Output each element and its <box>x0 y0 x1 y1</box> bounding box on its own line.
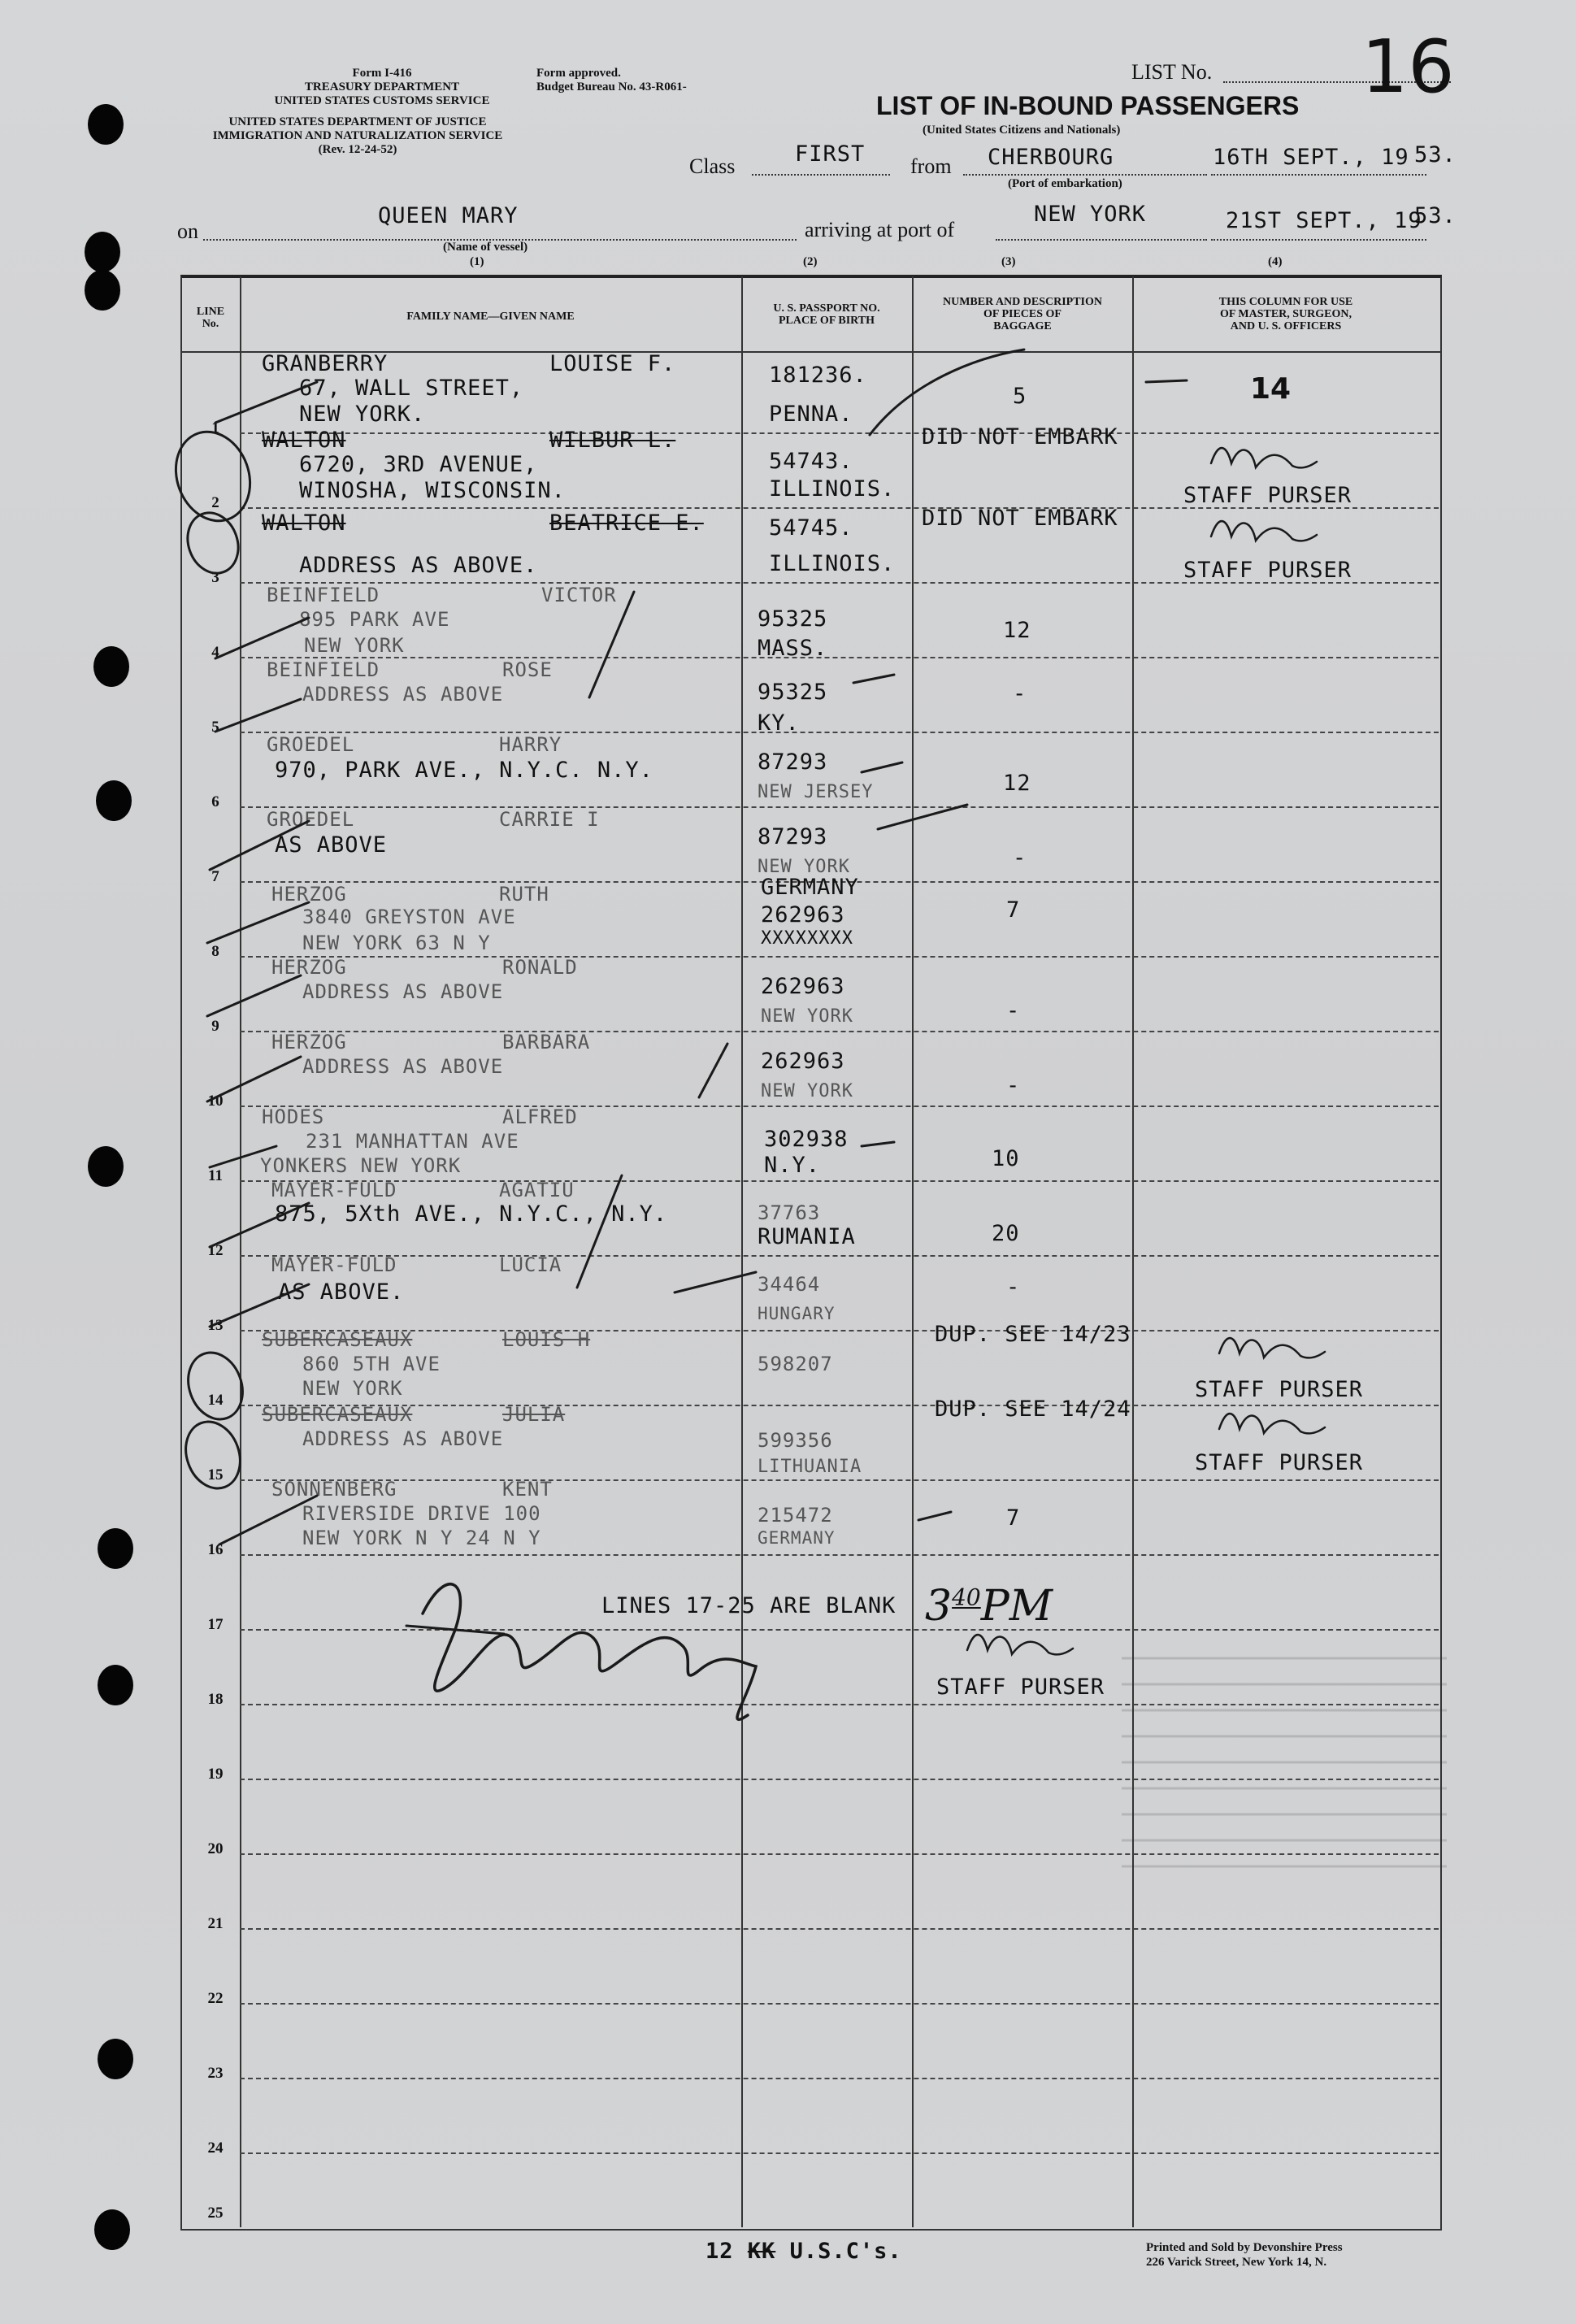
tick-mark <box>215 699 301 732</box>
place-of-birth: LITHUANIA <box>758 1457 862 1477</box>
passport-number: 87293 <box>758 749 828 775</box>
col-baggage-l1: NUMBER AND DESCRIPTION <box>942 296 1103 308</box>
vessel-name: QUEEN MARY <box>378 203 519 228</box>
form-number: Form I-416 <box>352 67 412 80</box>
family-name: MAYER-FULD <box>271 1179 397 1201</box>
col-num-1: (1) <box>470 255 484 268</box>
family-name: HODES <box>262 1106 325 1128</box>
uscs-label: U.S.C's. <box>789 2239 902 2264</box>
officer-note: STAFF PURSER <box>1183 483 1352 508</box>
given-name: JULIA <box>502 1403 566 1426</box>
passport-number: 599356 <box>758 1429 833 1452</box>
passport-number: 34464 <box>758 1273 821 1296</box>
line-number: 1 <box>211 419 219 437</box>
col-baggage-l3: BAGGAGE <box>993 320 1052 332</box>
passport-number: 215472 <box>758 1504 833 1527</box>
place-of-birth: NEW JERSEY <box>758 782 874 802</box>
given-name: VICTOR <box>541 584 617 606</box>
baggage-note: DUP. SEE 14/24 <box>935 1397 1131 1422</box>
family-name: SUBERCASEAUX <box>262 1403 413 1426</box>
arriving-label: arriving at port of <box>805 218 955 241</box>
passport-number: 262963 <box>761 902 845 927</box>
col-name: FAMILY NAME—GIVEN NAME <box>406 311 575 323</box>
place-of-birth: NEW YORK <box>761 1081 853 1101</box>
line-number: 9 <box>211 1018 219 1035</box>
printer-line: 226 Varick Street, New York 14, N. <box>1146 2256 1327 2269</box>
class-value: FIRST <box>795 141 866 167</box>
address-line: NEW YORK 63 N Y <box>302 932 491 954</box>
page-title: LIST OF IN-BOUND PASSENGERS <box>876 91 1300 120</box>
col-num-4: (4) <box>1268 255 1283 268</box>
signature <box>1211 448 1317 467</box>
place-of-birth: KY. <box>758 710 800 736</box>
passport-number: 37763 <box>758 1201 821 1224</box>
place-of-birth: N.Y. <box>764 1153 821 1178</box>
class-label: Class <box>689 154 736 178</box>
baggage-count: 5 <box>1013 384 1027 409</box>
tick-mark <box>210 1203 309 1247</box>
col-num-2: (2) <box>803 255 818 268</box>
baggage-count: 12 <box>1003 771 1031 796</box>
passport-number: 302938 <box>764 1127 849 1152</box>
address-line: NEW YORK N Y 24 N Y <box>302 1527 541 1549</box>
circle-mark <box>164 421 263 531</box>
given-name: CARRIE I <box>499 808 600 831</box>
address-line: RIVERSIDE DRIVE 100 <box>302 1502 541 1525</box>
passport-number: 95325 <box>758 606 828 632</box>
page-subtitle: (United States Citizens and Nationals) <box>923 124 1121 137</box>
revision: (Rev. 12-24-52) <box>318 143 397 156</box>
officer-note: STAFF PURSER <box>1195 1377 1364 1402</box>
col-officers-l2: OF MASTER, SURGEON, <box>1219 308 1352 320</box>
arrival-year: 53. <box>1414 203 1457 228</box>
address-line: ADDRESS AS ABOVE <box>302 980 504 1003</box>
address-line: YONKERS NEW YORK <box>260 1154 462 1177</box>
given-name: LOUISE F. <box>549 351 676 376</box>
tick-mark <box>1146 380 1187 382</box>
address-line: AS ABOVE. <box>278 1279 405 1305</box>
family-name: GRANBERRY <box>262 351 389 376</box>
address-line: 895 PARK AVE <box>299 608 450 631</box>
signature <box>967 1635 1073 1654</box>
place-of-birth: ILLINOIS. <box>769 476 896 502</box>
place-of-birth: PENNA. <box>769 402 853 427</box>
address-line: 875, 5Xth AVE., N.Y.C., N.Y. <box>275 1201 668 1227</box>
line-number: 25 <box>207 2205 224 2222</box>
place-of-birth: RUMANIA <box>758 1224 856 1249</box>
line-number: 10 <box>207 1092 224 1110</box>
time-minutes: 40 <box>952 1583 981 1611</box>
given-name: RONALD <box>502 956 578 979</box>
col-officers-l1: THIS COLUMN FOR USE <box>1218 296 1353 308</box>
signature <box>1211 521 1317 541</box>
given-name: HARRY <box>499 733 562 756</box>
tick-mark <box>918 1512 951 1520</box>
tick-mark <box>878 805 967 829</box>
embark-year: 53. <box>1414 142 1457 167</box>
address-line: ADDRESS AS ABOVE <box>302 683 504 706</box>
col-num-3: (3) <box>1001 255 1016 268</box>
given-name: WILBUR L. <box>549 428 676 453</box>
printer-line: Printed and Sold by Devonshire Press <box>1146 2241 1343 2254</box>
tick-mark <box>207 902 309 943</box>
tick-mark <box>862 762 902 772</box>
baggage-count: - <box>1013 681 1027 706</box>
line-number: 23 <box>207 2065 224 2082</box>
tick-mark <box>870 350 1024 435</box>
address-line: 860 5TH AVE <box>302 1353 441 1375</box>
given-name: AGATIU <box>499 1179 575 1201</box>
passport-number: 54745. <box>769 515 853 541</box>
baggage-count: 7 <box>1006 897 1021 923</box>
address-line: NEW YORK <box>304 634 405 657</box>
address-line: 231 MANHATTAN AVE <box>306 1130 519 1153</box>
line-number: 20 <box>207 1840 224 1857</box>
officer-note: STAFF PURSER <box>1183 558 1352 583</box>
uscs-struck: KK <box>747 2239 776 2264</box>
family-name: MAYER-FULD <box>271 1253 397 1276</box>
passport-number: 598207 <box>758 1353 833 1375</box>
line-number: 11 <box>208 1167 223 1184</box>
family-name: WALTON <box>262 510 346 536</box>
family-name: HERZOG <box>271 1031 347 1053</box>
col-birth-label: PLACE OF BIRTH <box>778 315 875 327</box>
col-line-label: LINE <box>196 306 225 318</box>
family-name: GROEDEL <box>267 733 355 756</box>
department: TREASURY DEPARTMENT <box>304 80 460 93</box>
passport-number: 54743. <box>769 449 853 474</box>
family-name: SUBERCASEAUX <box>262 1328 413 1351</box>
arrival-port: NEW YORK <box>1034 202 1147 227</box>
family-name: HERZOG <box>271 956 347 979</box>
line-number: 5 <box>211 719 219 736</box>
address-line: 67, WALL STREET, <box>299 376 524 401</box>
address-line: NEW YORK. <box>299 402 426 427</box>
col-officers-l3: AND U. S. OFFICERS <box>1230 320 1342 332</box>
place-of-birth: GERMANY <box>758 1528 836 1548</box>
address-line: 970, PARK AVE., N.Y.C. N.Y. <box>275 758 653 783</box>
vessel-caption: (Name of vessel) <box>443 241 528 254</box>
baggage-count: - <box>1006 1073 1021 1098</box>
baggage-count: 20 <box>992 1221 1020 1246</box>
tick-mark <box>853 675 894 683</box>
place-of-birth: NEW YORK <box>761 1006 853 1027</box>
line-number: 14 <box>207 1392 224 1409</box>
tick-mark <box>207 975 301 1016</box>
circle-mark <box>177 1414 250 1496</box>
justice-dept: UNITED STATES DEPARTMENT OF JUSTICE <box>228 115 487 128</box>
col-no-label: No. <box>202 318 219 330</box>
line-number: 16 <box>207 1541 224 1558</box>
baggage-count: - <box>1013 845 1027 871</box>
arrival-date: 21ST SEPT., 19 <box>1226 208 1422 233</box>
address-line: ADDRESS AS ABOVE <box>302 1055 504 1078</box>
service: UNITED STATES CUSTOMS SERVICE <box>274 94 490 107</box>
baggage-note: DID NOT EMBARK <box>922 424 1118 450</box>
given-name: BEATRICE E. <box>549 510 704 536</box>
port-of-embarkation: CHERBOURG <box>988 145 1114 170</box>
given-name: KENT <box>502 1478 553 1501</box>
baggage-count: 12 <box>1003 618 1031 643</box>
given-name: ROSE <box>502 658 553 681</box>
line-number: 22 <box>207 1990 224 2007</box>
line-number: 24 <box>207 2139 224 2157</box>
uscs-count <box>706 2239 902 2264</box>
line-number: 7 <box>211 868 219 885</box>
blank-lines-note: LINES 17-25 ARE BLANK <box>601 1593 897 1618</box>
passport-number: 262963 <box>761 974 845 999</box>
address-line: 3840 GREYSTON AVE <box>302 906 516 928</box>
list-no-label: LIST No. <box>1131 60 1213 84</box>
officer-note: 14 <box>1250 372 1292 406</box>
circle-mark <box>180 1345 252 1427</box>
line-number: 4 <box>211 644 219 661</box>
tick-mark <box>699 1044 727 1097</box>
given-name: RUTH <box>499 883 549 906</box>
staff-purser-note: STAFF PURSER <box>936 1675 1105 1700</box>
baggage-note: DID NOT EMBARK <box>922 506 1118 531</box>
place-of-birth: ILLINOIS. <box>769 551 896 576</box>
tick-mark <box>207 1057 301 1101</box>
place-of-birth: GERMANY <box>761 875 859 900</box>
address-line: ADDRESS AS ABOVE <box>302 1427 504 1450</box>
place-of-birth: NEW YORK <box>758 857 850 877</box>
address-line: ADDRESS AS ABOVE. <box>299 553 538 578</box>
line-number: 15 <box>207 1466 224 1483</box>
embark-date: 16TH SEPT., 19 <box>1213 145 1409 170</box>
family-name: SONNENBERG <box>271 1478 397 1501</box>
tick-mark <box>675 1272 756 1292</box>
from-label: from <box>910 154 952 178</box>
budget-bureau: Budget Bureau No. 43-R061- <box>536 80 687 93</box>
printer-credit <box>1146 2240 1343 2270</box>
on-label: on <box>177 219 198 243</box>
line-number: 19 <box>207 1766 224 1783</box>
given-name: LOUIS H <box>502 1328 591 1351</box>
uscs-number: 12 <box>706 2239 734 2264</box>
address-line: NEW YORK <box>302 1377 403 1400</box>
line-number: 2 <box>211 494 219 511</box>
immigration-service: IMMIGRATION AND NATURALIZATION SERVICE <box>212 129 503 142</box>
place-of-birth: MASS. <box>758 636 828 661</box>
passport-number: 262963 <box>761 1049 845 1074</box>
line-number: 13 <box>207 1317 224 1334</box>
line-number: 6 <box>211 793 219 810</box>
family-name: WALTON <box>262 428 346 453</box>
baggage-note: DUP. SEE 14/23 <box>935 1322 1131 1347</box>
tick-mark <box>577 1175 622 1288</box>
baggage-count: 10 <box>992 1146 1020 1171</box>
struck-entry: XXXXXXXX <box>761 928 853 949</box>
col-passport-label: U. S. PASSPORT NO. <box>773 302 880 315</box>
family-name: BEINFIELD <box>267 658 380 681</box>
port-caption: (Port of embarkation) <box>1008 177 1122 190</box>
place-of-birth: HUNGARY <box>758 1304 836 1323</box>
signature <box>1219 1414 1325 1433</box>
officer-note: STAFF PURSER <box>1195 1450 1364 1475</box>
address-line: WINOSHA, WISCONSIN. <box>299 478 566 503</box>
list-number: 16 <box>1361 24 1455 110</box>
line-number: 12 <box>207 1242 224 1259</box>
tick-mark <box>215 618 309 658</box>
form-approved: Form approved. <box>536 67 621 80</box>
circle-mark <box>180 506 246 580</box>
tick-mark <box>210 1284 309 1327</box>
tick-mark <box>862 1142 894 1146</box>
time-hour: 3 <box>925 1582 953 1631</box>
line-number: 3 <box>211 569 219 586</box>
given-name: BARBARA <box>502 1031 591 1053</box>
tick-mark <box>589 592 634 697</box>
tick-mark <box>210 821 309 870</box>
signature <box>1219 1338 1325 1357</box>
baggage-count: - <box>1006 998 1021 1023</box>
signature <box>423 1584 756 1720</box>
baggage-count: - <box>1006 1275 1021 1300</box>
tick-mark <box>215 382 317 423</box>
address-line: 6720, 3RD AVENUE, <box>299 452 538 477</box>
family-name: BEINFIELD <box>267 584 380 606</box>
given-name: ALFRED <box>502 1106 578 1128</box>
line-number: 8 <box>211 943 219 960</box>
time-pm: PM <box>980 1582 1053 1631</box>
line-number: 18 <box>207 1691 224 1708</box>
family-name: GROEDEL <box>267 808 355 831</box>
baggage-count: 7 <box>1006 1505 1021 1531</box>
line-number: 21 <box>207 1915 224 1932</box>
col-baggage-l2: OF PIECES OF <box>983 308 1062 320</box>
given-name: LUCIA <box>499 1253 562 1276</box>
family-name: HERZOG <box>271 883 347 906</box>
tick-mark <box>219 1496 317 1544</box>
line-number: 17 <box>207 1616 224 1633</box>
passport-number: 181236. <box>769 363 867 388</box>
tick-mark <box>210 1146 276 1167</box>
passport-number: 87293 <box>758 824 828 849</box>
passport-number: 95325 <box>758 680 828 705</box>
address-line: AS ABOVE <box>275 832 388 858</box>
